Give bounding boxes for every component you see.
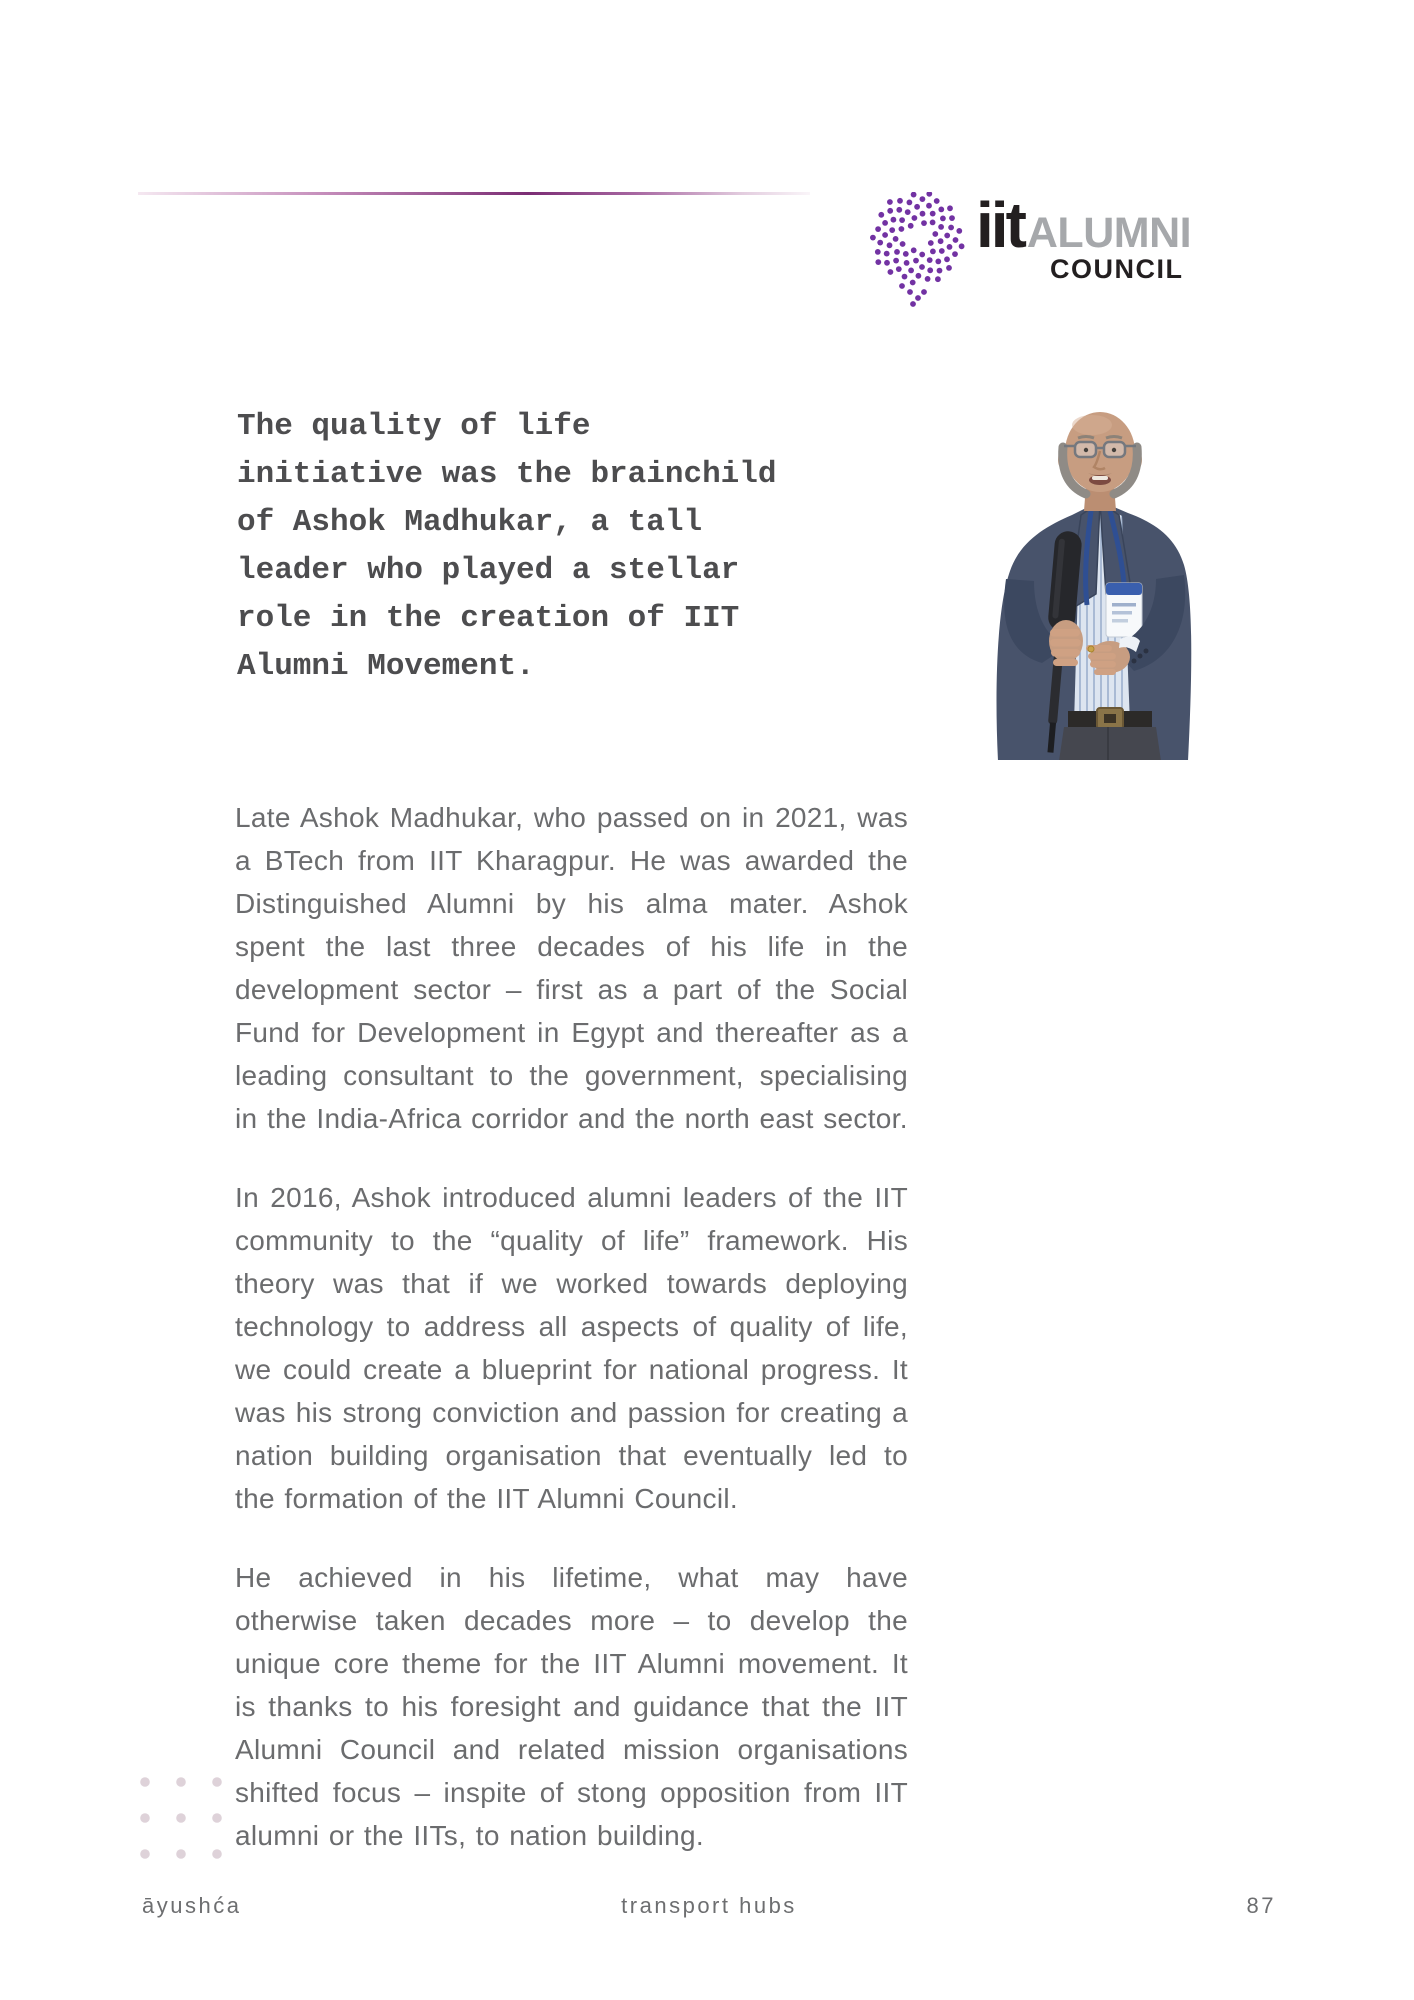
iit-alumni-council-logo (976, 189, 1192, 285)
decorative-dot-grid (139, 1776, 223, 1860)
footer-section-title: transport hubs (621, 1893, 797, 1918)
footer-publication: āyushća (142, 1893, 242, 1918)
article-body (235, 796, 908, 1893)
pull-quote-line: leader who played a stellar (237, 553, 740, 588)
body-paragraph: In 2016, Ashok introduced alumni leaders of the IIT community to the “quality of life” framework. His theory was that if we worked towards deploying technology to address all aspects of quality of life, we could create a blueprint for national progress. It was his strong conviction and passion for creating a nation building organisation that eventually led to the formation of the IIT Alumni Council. (235, 1182, 908, 1514)
ashok-madhukar-photo (950, 388, 1235, 760)
logo-text-alumni: ALUMNI (1026, 209, 1192, 257)
logo-text-council: COUNCIL (1050, 254, 1184, 284)
page-footer (142, 1893, 1276, 1919)
pull-quote-line: of Ashok Madhukar, a tall (237, 505, 703, 540)
logo-brand-row (976, 189, 1192, 261)
pull-quote (237, 403, 837, 691)
logo-dot-rosette-icon (868, 192, 968, 308)
speaker-portrait-illustration (950, 388, 1235, 760)
footer-page-number: 87 (1246, 1893, 1276, 1918)
logo-text-iit: iit (976, 189, 1024, 261)
pull-quote-line: role in the creation of IIT (237, 601, 740, 636)
pull-quote-line: Alumni Movement. (237, 649, 535, 684)
pull-quote-line: initiative was the brainchild (237, 457, 777, 492)
body-paragraph: He achieved in his lifetime, what may have otherwise taken decades more – to develop the unique core theme for the IIT Alumni movement. It is thanks to his foresight and guidance that the IIT Alumni Council and related mission organisations shifted focus – inspite of stong opposition from IIT alumni or the IITs, to nation building. (235, 1562, 908, 1851)
header-divider (138, 192, 810, 195)
body-paragraph: Late Ashok Madhukar, who passed on in 2021, was a BTech from IIT Kharagpur. He was awarded the Distinguished Alumni by his alma mater. Ashok spent the last three decades of his life in the development sector – first as a part of the Social Fund for Development in Egypt and thereafter as a leading consultant to the government, specialising in the India-Africa corridor and the north east sector. (235, 802, 908, 1134)
pull-quote-line: The quality of life (237, 409, 591, 444)
